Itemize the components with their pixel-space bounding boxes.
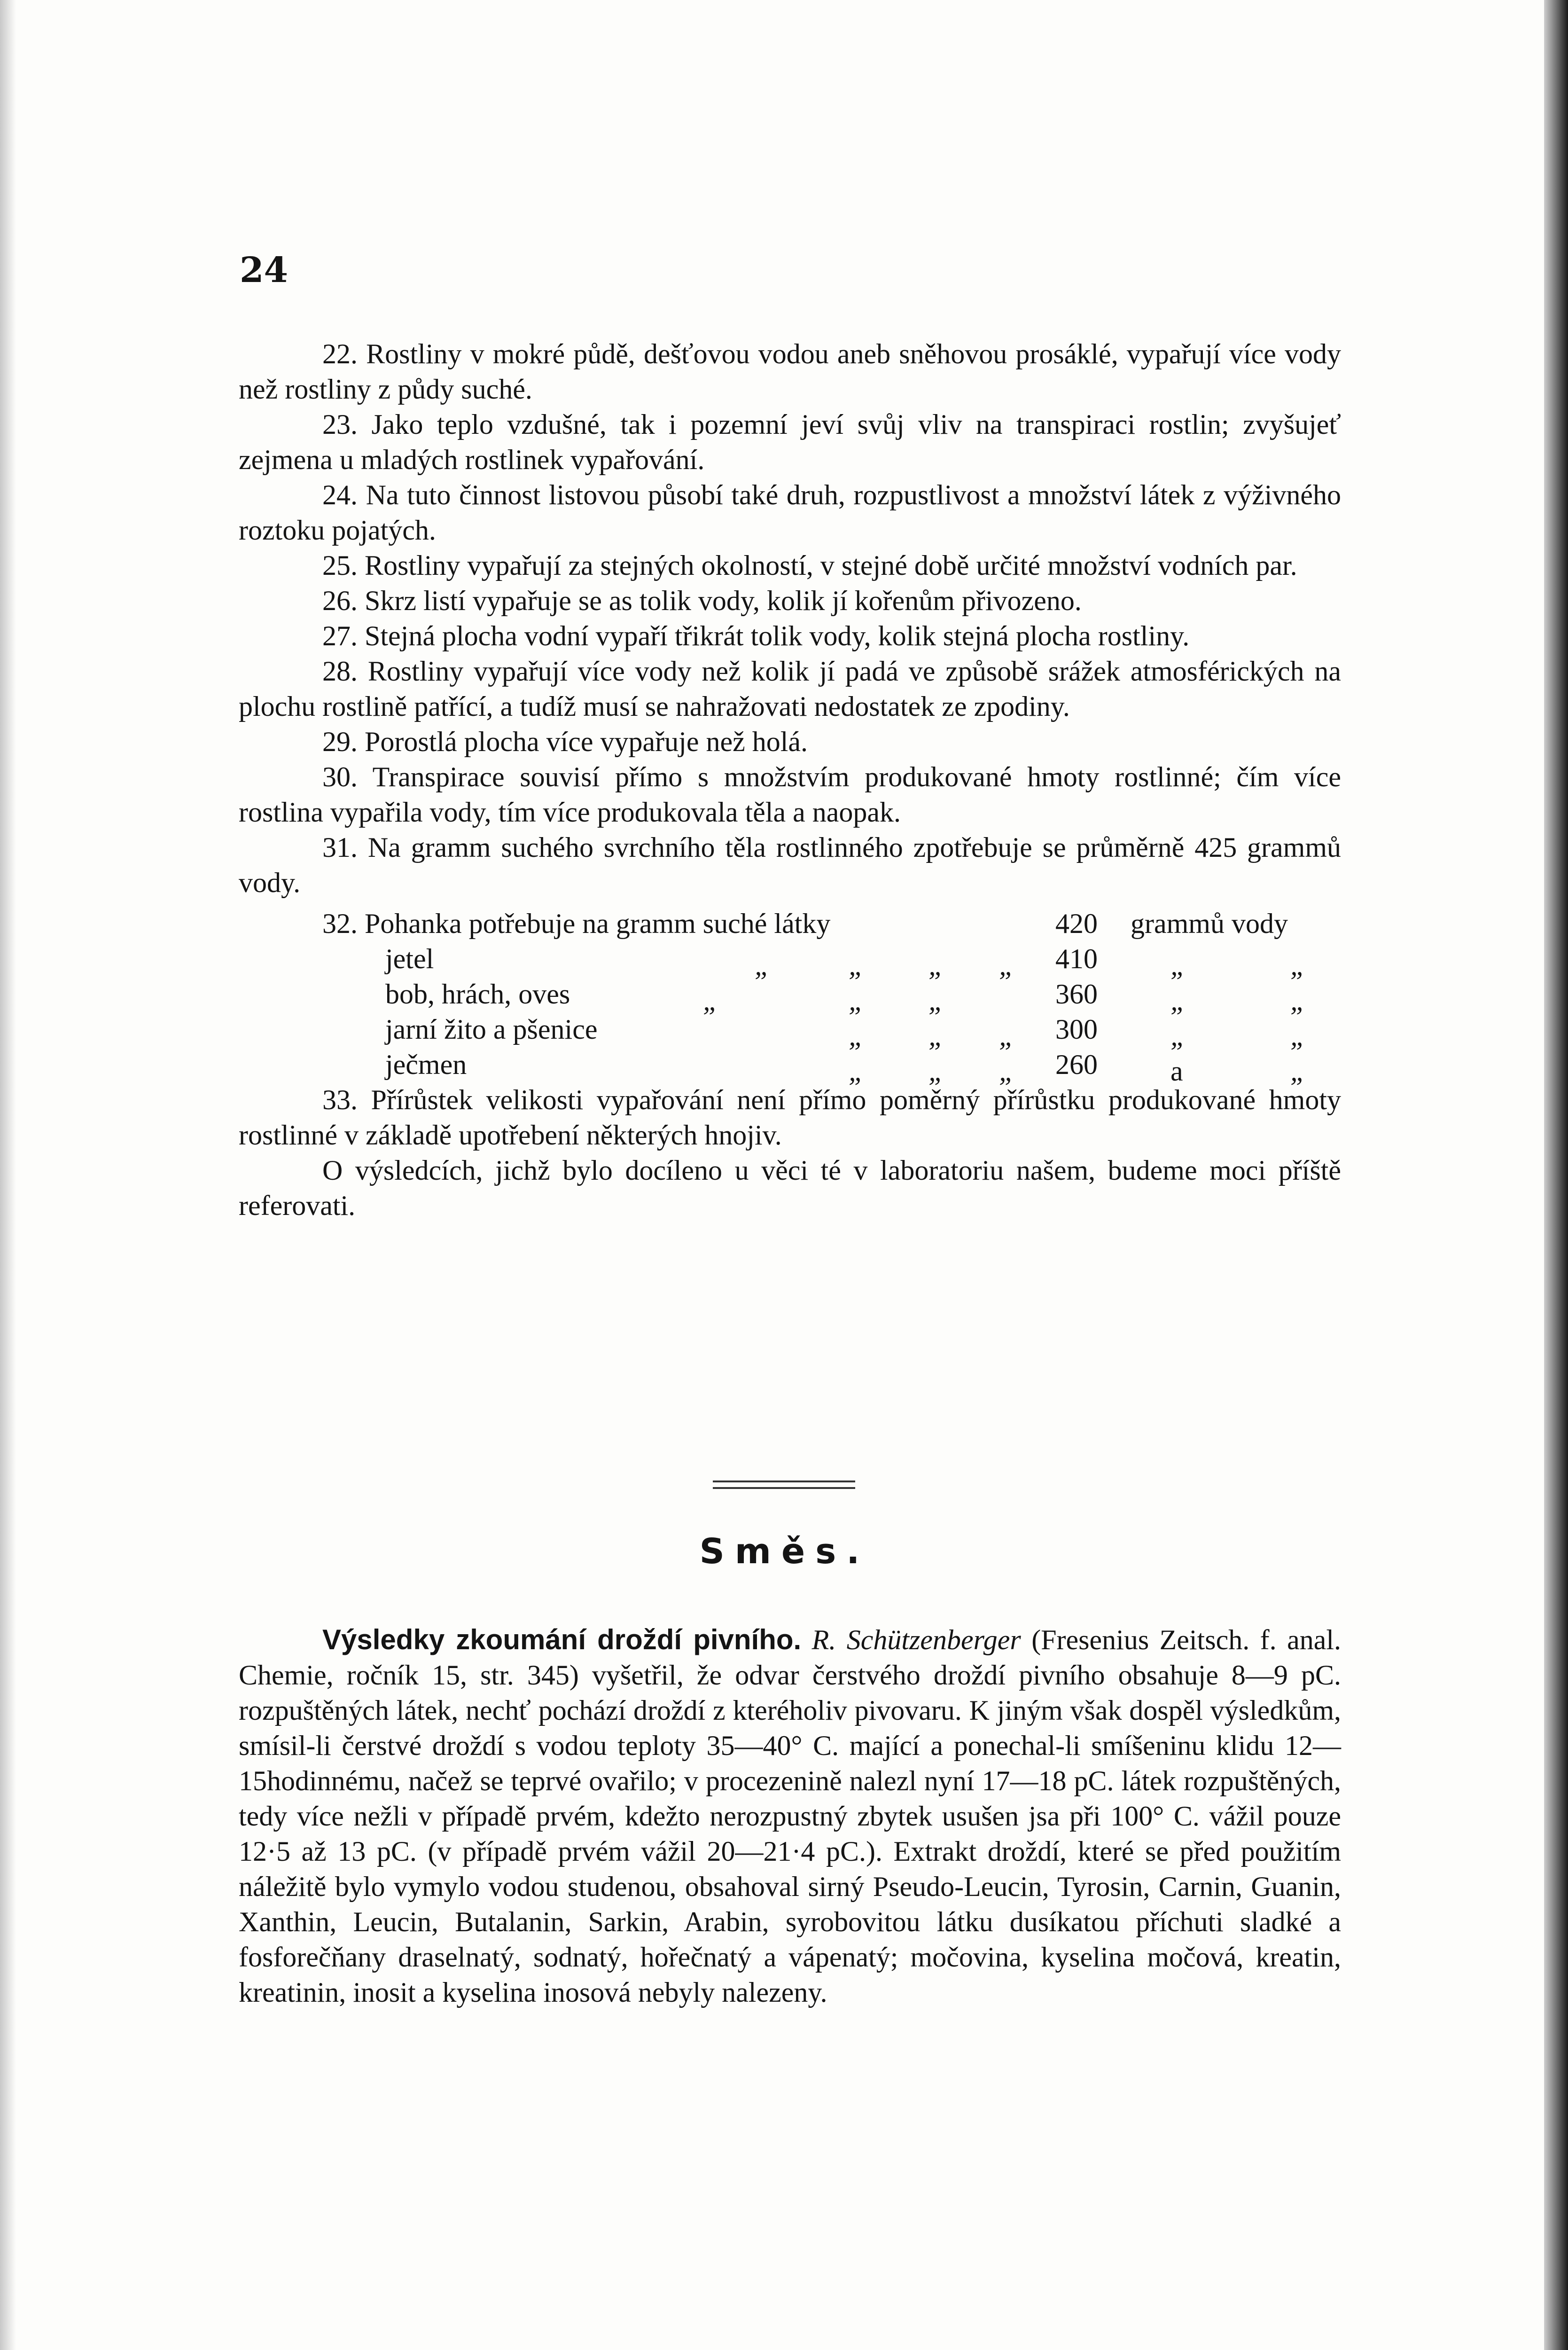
table-row xyxy=(239,906,1341,941)
table-row xyxy=(239,1012,1341,1051)
paragraph-27: 27. Stejná plocha vodní vypaří třikrát tolik vody, kolik stejná plocha rostliny. xyxy=(322,620,1190,651)
paragraph-33: 33. Přírůstek velikosti vypařování není přímo poměrný přírůstku produkované hmoty rostlinné v základě upotřebení některých hnojiv. xyxy=(239,1084,1341,1151)
ditto-mark: „ xyxy=(849,950,865,981)
water-requirement-table xyxy=(239,906,1341,1087)
ditto-mark: „ xyxy=(1290,950,1306,981)
main-text xyxy=(239,337,1341,1223)
paragraph-30: 30. Transpirace souvisí přímo s množstvím produkované hmoty rostlinné; čím více rostlina vypařila vody, tím více produkovala těla a naopak. xyxy=(239,761,1341,828)
paragraph-28: 28. Rostliny vypařují více vody než kolik jí padá ve způsobě srážek atmosférických na plochu rostlině patřící, a tudíž musí se nahražovati nedostatek ze zpodiny. xyxy=(239,656,1341,722)
ditto-mark: „ xyxy=(849,1020,865,1051)
crop-name: ječmen xyxy=(385,1049,467,1080)
ditto-mark: „ xyxy=(928,985,944,1016)
ditto-mark: „ xyxy=(999,1020,1015,1051)
ditto-mark: „ xyxy=(849,1056,865,1087)
paragraph-25: 25. Rostliny vypařují za stejných okolností, v stejné době určité množství vodních par. xyxy=(322,550,1297,581)
ditto-mark: „ xyxy=(755,950,771,981)
table-row xyxy=(239,977,1341,1016)
ditto-mark: „ xyxy=(928,1056,944,1087)
ditto-mark: „ xyxy=(999,950,1015,981)
crop-name: bob, hrách, oves xyxy=(385,979,570,1010)
table-value: 360 xyxy=(1055,979,1098,1010)
ditto-mark: „ xyxy=(928,1020,944,1051)
table-value: 410 xyxy=(1055,943,1098,974)
table-value: 260 xyxy=(1055,1049,1098,1080)
ditto-mark: „ xyxy=(1170,985,1186,1016)
article-author: R. Schützenberger xyxy=(811,1624,1021,1655)
page-shadow-left xyxy=(0,0,16,2350)
table-intro: 32. Pohanka potřebuje na gramm suché látky xyxy=(322,908,831,939)
ditto-mark: „ xyxy=(1170,950,1186,981)
paragraph-22: 22. Rostliny v mokré půdě, dešťovou vodou aneb sněhovou prosáklé, vypařují více vody než rostliny z půdy suché. xyxy=(239,338,1341,405)
table-row xyxy=(239,1047,1341,1087)
table-value: 300 xyxy=(1055,1014,1098,1045)
table-unit: grammů vody xyxy=(1131,908,1288,939)
article-text xyxy=(239,1622,1341,2010)
paragraph-31: 31. Na gramm suchého svrchního těla rostlinného zpotřebuje se průměrně 425 grammů vody. xyxy=(239,832,1341,898)
ditto-mark: „ xyxy=(1290,985,1306,1016)
table-unit: a xyxy=(1170,1056,1183,1087)
ditto-mark: „ xyxy=(1290,1056,1306,1087)
paragraph-conclusion: O výsledcích, jichž bylo docíleno u věci té v laboratoriu našem, budeme moci příště referovati. xyxy=(239,1155,1341,1221)
ditto-mark: „ xyxy=(999,1056,1015,1087)
article-lead: Výsledky zkoumání droždí pivního. xyxy=(322,1624,802,1655)
article-body: (Fresenius Zeitsch. f. anal. Chemie, ročník 15, str. 345) vyšetřil, že odvar čerstvého droždí pivního obsahuje 8—9 pC. rozpuštěných látek, nechť pochází droždí z kteréholiv pivovaru. K jiným však dospěl výsledkům, smísil-li čerstvé droždí s vodou teploty 35—40° C. mající a ponechal-li smíšeninu klidu 12—15hodinnému, načež se teprvé ovařilo; v procezenině nalezl nyní 17—18 pC. látek rozpuštěných, tedy více nežli v případě prvém, kdežto nerozpustný zbytek usušen jsa při 100° C. vážil pouze 12·5 až 13 pC. (v případě prvém vážil 20—21·4 pC.). Extrakt droždí, které se před použitím náležitě bylo vymylo vodou studenou, obsahoval sirný Pseudo-Leucin, Tyrosin, Carnin, Guanin, Xanthin, Leucin, Butalanin, Sarkin, Arabin, syrobovitou látku dusíkatou příchuti sladké a fosforečňany draselnatý, sodnatý, hořečnatý a vápenatý; močovina, kyselina močová, kreatin, kreatinin, inosit a kyselina inosová nebyly nalezeny. xyxy=(239,1624,1342,2008)
section-title: Směs. xyxy=(699,1531,870,1572)
ditto-mark: „ xyxy=(703,985,719,1016)
crop-name: jarní žito a pšenice xyxy=(385,1014,598,1045)
article-paragraph xyxy=(239,1622,1341,2010)
ditto-mark: „ xyxy=(1170,1020,1186,1051)
page-number: 24 xyxy=(240,250,288,290)
ditto-mark: „ xyxy=(1290,1020,1306,1051)
ditto-mark: „ xyxy=(928,950,944,981)
page-shadow-right xyxy=(1544,0,1568,2350)
paragraph-26: 26. Skrz listí vypařuje se as tolik vody, kolik jí kořenům přivozeno. xyxy=(322,585,1082,616)
table-value: 420 xyxy=(1055,908,1098,939)
table-row xyxy=(239,941,1341,981)
section-divider xyxy=(713,1480,855,1489)
paragraph-23: 23. Jako teplo vzdušné, tak i pozemní jeví svůj vliv na transpiraci rostlin; zvyšujeť zejmena u mladých rostlinek vypařování. xyxy=(239,409,1341,475)
paragraph-24: 24. Na tuto činnost listovou působí také druh, rozpustlivost a množství látek z výživného roztoku pojatých. xyxy=(239,479,1341,546)
ditto-mark: „ xyxy=(849,985,865,1016)
crop-name: jetel xyxy=(385,943,434,974)
paragraph-29: 29. Porostlá plocha více vypařuje než holá. xyxy=(322,726,808,757)
